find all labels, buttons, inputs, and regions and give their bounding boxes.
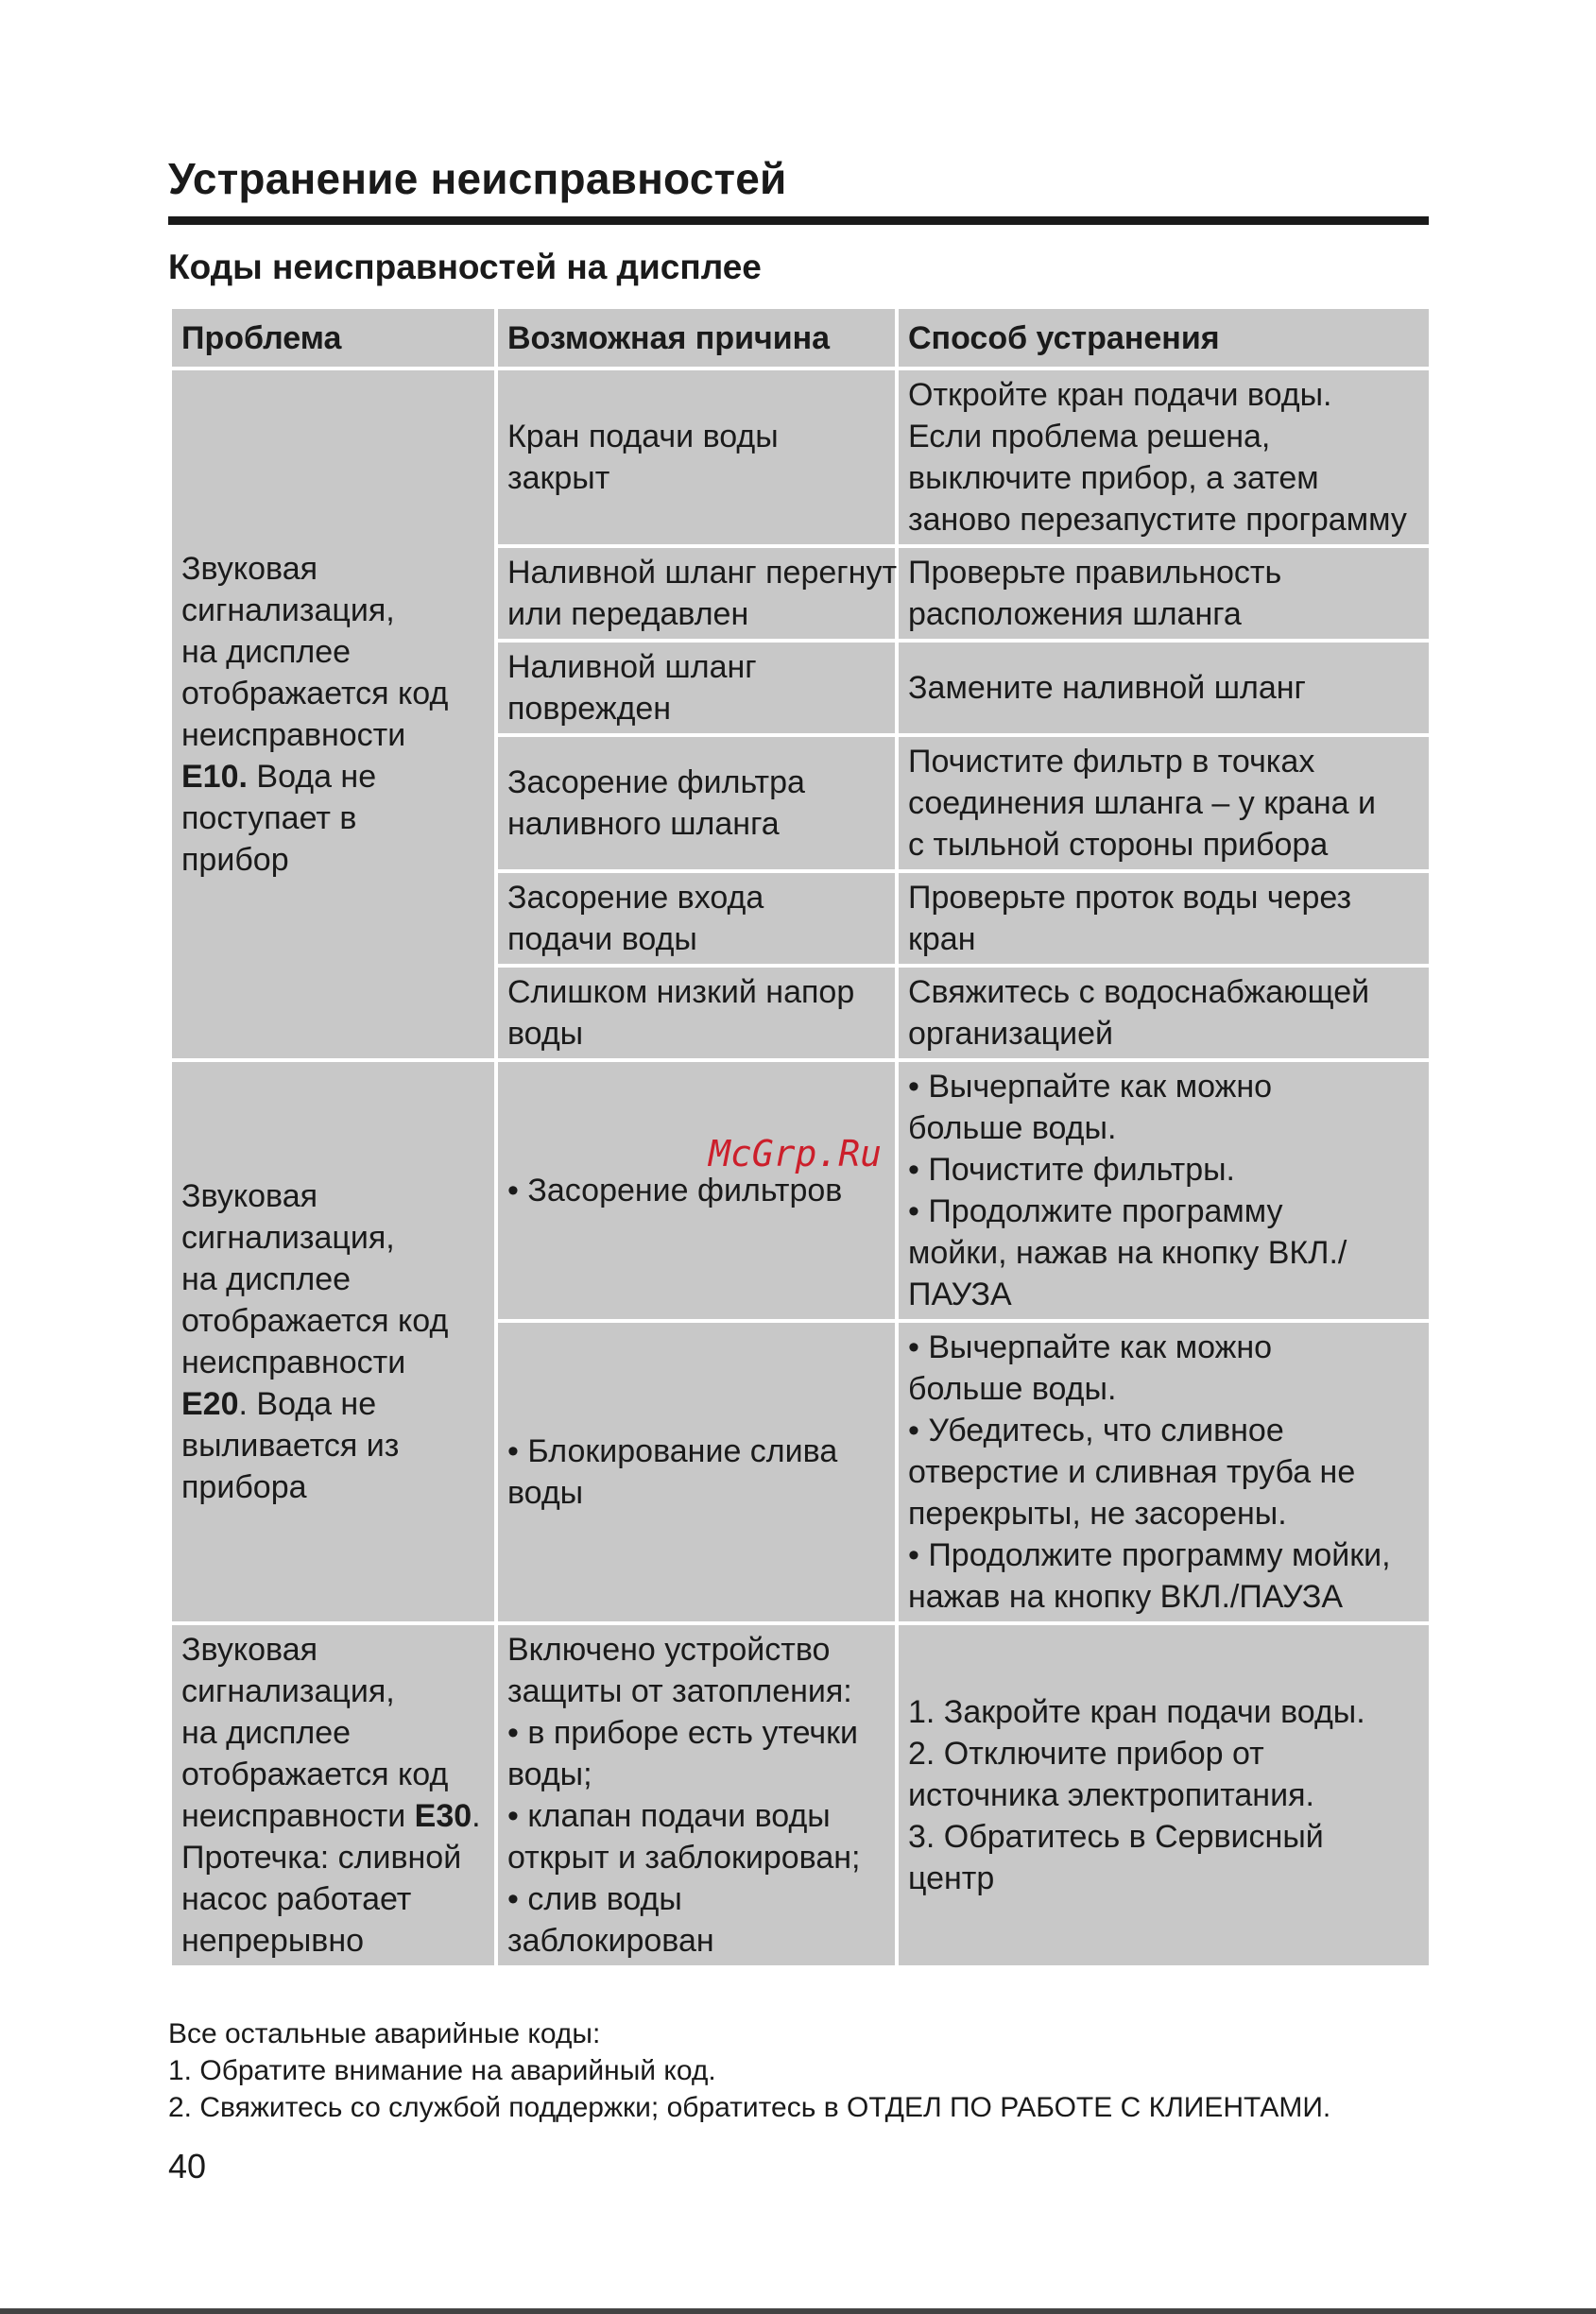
problem-e30 <box>170 1623 496 1967</box>
problem-text: Звуковая <box>181 1632 318 1668</box>
problem-text: сигнализация, <box>181 1220 395 1256</box>
table-row <box>170 369 1431 546</box>
watermark: McGrp.Ru <box>709 1133 883 1174</box>
cause-cell: Засорение входа подачи воды <box>496 871 897 966</box>
problem-text: на дисплее <box>181 1715 352 1751</box>
cause-cell: • Засорение фильтров <box>496 1060 897 1321</box>
remedy-cell: Проверьте правильность расположения шланга <box>897 546 1431 641</box>
remedy-cell: • Вычерпайте как можно больше воды. • Убедитесь, что сливное отверстие и сливная труба не перекрыты, не засорены. • Продолжите программу мойки, нажав на кнопку ВКЛ./ПАУЗА <box>897 1321 1431 1623</box>
remedy-cell: Проверьте проток воды через кран <box>897 871 1431 966</box>
section-subtitle: Коды неисправностей на дисплее <box>168 248 762 286</box>
footer-line: Все остальные аварийные коды: <box>168 2018 601 2049</box>
footer-line: 2. Свяжитесь со службой поддержки; обратитесь в ОТДЕЛ ПО РАБОТЕ С КЛИЕНТАМИ. <box>168 2092 1331 2123</box>
cause-cell: Засорение фильтра наливного шланга <box>496 735 897 871</box>
problem-text: прибор <box>181 842 289 878</box>
title-rule <box>168 216 1429 225</box>
remedy-cell: Откройте кран подачи воды. Если проблема решена, выключите прибор, а затем заново перезапустите программу <box>897 369 1431 546</box>
problem-text: прибора <box>181 1469 307 1505</box>
problem-text: выливается из <box>181 1428 400 1464</box>
problem-text: неисправности <box>181 717 406 753</box>
page-number: 40 <box>168 2147 207 2185</box>
problem-e20 <box>170 1060 496 1623</box>
problem-text: Звуковая <box>181 551 318 587</box>
cause-cell: • Блокирование слива воды <box>496 1321 897 1623</box>
cause-cell: Наливной шланг поврежден <box>496 641 897 735</box>
problem-text: Протечка: сливной <box>181 1840 462 1876</box>
remedy-cell: 1. Закройте кран подачи воды. 2. Отключите прибор от источника электропитания. 3. Обратитесь в Сервисный центр <box>897 1623 1431 1967</box>
table-row <box>170 1060 1431 1321</box>
cause-cell: Кран подачи воды закрыт <box>496 369 897 546</box>
problem-text: отображается код <box>181 1303 449 1339</box>
cause-cell: Слишком низкий напор воды <box>496 966 897 1060</box>
problem-text: отображается код <box>181 1757 449 1792</box>
header-remedy: Способ устранения <box>897 307 1431 369</box>
footer-line: 1. Обратите внимание на аварийный код. <box>168 2055 716 2086</box>
problem-text: неисправности <box>181 1798 415 1834</box>
remedy-cell: Замените наливной шланг <box>897 641 1431 735</box>
problem-text: . <box>472 1798 481 1834</box>
problem-text: на дисплее <box>181 634 352 670</box>
problem-text: сигнализация, <box>181 592 395 628</box>
problem-text: отображается код <box>181 676 449 711</box>
error-code-e30: E30 <box>414 1798 472 1834</box>
problem-text: Звуковая <box>181 1178 318 1214</box>
header-cause: Возможная причина <box>496 307 897 369</box>
page-title: Устранение неисправностей <box>168 154 787 203</box>
problem-text: Вода не <box>247 759 377 795</box>
cause-cell: Включено устройство защиты от затопления: • в приборе есть утечки воды; • клапан подачи воды открыт и заблокирован; • слив воды заблокирован <box>496 1623 897 1967</box>
table-row <box>170 1623 1431 1967</box>
problem-text: на дисплее <box>181 1261 352 1297</box>
problem-text: насос работает <box>181 1881 412 1917</box>
remedy-cell: • Вычерпайте как можно больше воды. • Почистите фильтры. • Продолжите программу мойки, нажав на кнопку ВКЛ./ ПАУЗА <box>897 1060 1431 1321</box>
table-header-row <box>170 307 1431 369</box>
footer-notes <box>168 2015 1330 2126</box>
problem-text: неисправности <box>181 1345 406 1380</box>
remedy-cell: Почистите фильтр в точках соединения шланга – у крана и с тыльной стороны прибора <box>897 735 1431 871</box>
header-problem: Проблема <box>170 307 496 369</box>
problem-e10 <box>170 369 496 1060</box>
error-code-e10: E10. <box>181 759 248 795</box>
cause-cell: Наливной шланг перегнут или передавлен <box>496 546 897 641</box>
remedy-cell: Свяжитесь с водоснабжающей организацией <box>897 966 1431 1060</box>
problem-text: непрерывно <box>181 1923 365 1959</box>
error-code-e20: E20 <box>181 1386 239 1422</box>
problem-text: сигнализация, <box>181 1673 395 1709</box>
problem-text: поступает в <box>181 800 357 836</box>
bottom-band <box>0 2308 1596 2314</box>
problem-text: . Вода не <box>238 1386 377 1422</box>
